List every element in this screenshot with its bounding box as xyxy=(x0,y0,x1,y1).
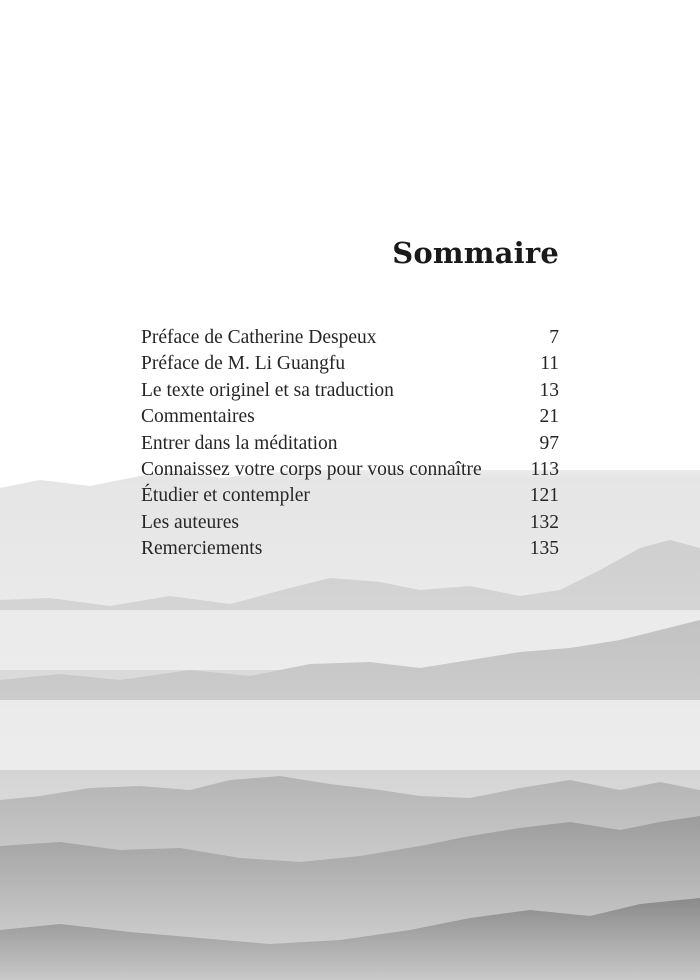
toc-entry-page: 132 xyxy=(529,511,559,533)
toc-entry[interactable] xyxy=(141,433,559,459)
page-title: Sommaire xyxy=(392,236,559,270)
toc-entry-label: Commentaires xyxy=(141,406,255,428)
toc-entry-page: 121 xyxy=(529,485,559,507)
toc-entry[interactable] xyxy=(141,406,559,432)
toc-entry-page: 13 xyxy=(539,379,559,401)
toc-entry[interactable] xyxy=(141,353,559,379)
toc-entry-page: 11 xyxy=(540,353,559,375)
toc-entry-label: Préface de Catherine Despeux xyxy=(141,327,377,348)
toc-entry[interactable] xyxy=(141,327,559,353)
toc-entry-label: Remerciements xyxy=(141,538,263,560)
toc-entry[interactable] xyxy=(141,380,559,406)
toc-entry-page: 97 xyxy=(539,432,559,454)
toc-entry-label: Les auteures xyxy=(141,511,239,533)
toc-entry-label: Le texte originel et sa traduction xyxy=(141,379,394,401)
toc-entry-page: 135 xyxy=(529,538,559,560)
toc-entry[interactable] xyxy=(141,485,559,511)
table-of-contents xyxy=(141,327,559,565)
toc-entry-label: Préface de M. Li Guangfu xyxy=(141,353,346,375)
toc-entry-page: 7 xyxy=(549,327,559,348)
toc-entry[interactable] xyxy=(141,538,559,564)
toc-entry-page: 21 xyxy=(539,406,559,428)
toc-entry-label: Connaissez votre corps pour vous connaître xyxy=(141,458,482,480)
toc-entry-label: Entrer dans la méditation xyxy=(141,432,338,454)
toc-entry[interactable] xyxy=(141,512,559,538)
toc-entry-page: 113 xyxy=(530,458,559,480)
toc-entry-label: Étudier et contempler xyxy=(141,485,310,507)
toc-entry[interactable] xyxy=(141,459,559,485)
